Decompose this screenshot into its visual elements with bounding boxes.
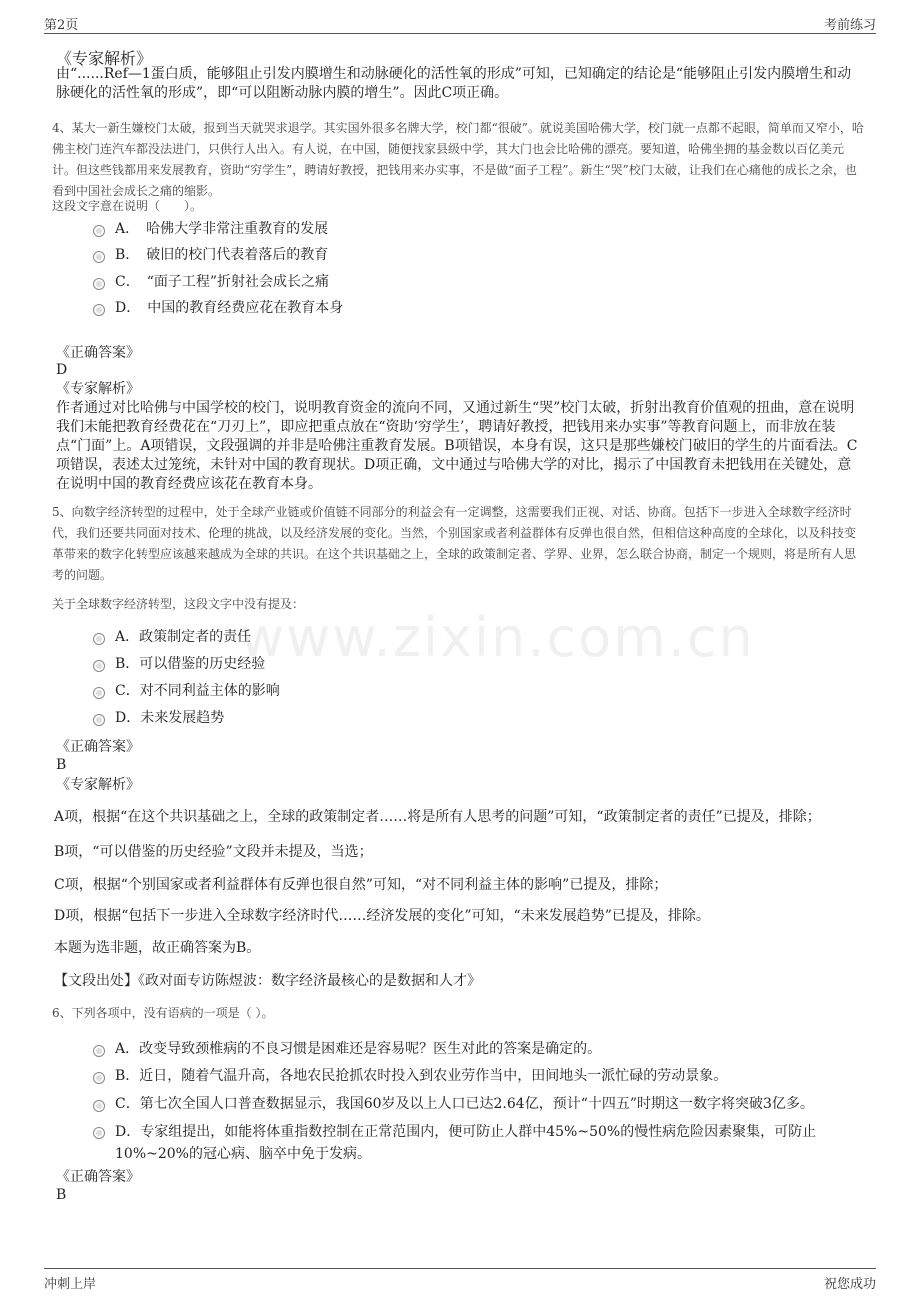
- q4-option-d[interactable]: D． 中国的教育经费应花在教育本身: [93, 298, 343, 318]
- q5-analysis-d: D项，根据“包括下一步进入全球数字经济时代……经济发展的变化”可知，“未来发展趋势”已提及，排除。: [54, 908, 710, 924]
- radio-icon[interactable]: [93, 714, 105, 726]
- q3-analysis: 由“......Ref—1蛋白质，能够阻止引发内膜增生和动脉硬化的活性氧的形成”可知，已知确定的结论是“能够阻止引发内膜增生和动脉硬化的活性氧的形成”，即“可以阻断动脉内膜的增生”。因此C项正确。: [56, 66, 852, 101]
- q5-analysis-b: B项，“可以借鉴的历史经验”文段并未提及，当选；: [54, 844, 373, 860]
- radio-icon[interactable]: [93, 660, 105, 672]
- q6-stem: 6、下列各项中，没有语病的一项是（ ）。: [52, 1006, 274, 1020]
- q4-answer: D: [56, 362, 68, 378]
- q5-option-a[interactable]: A．政策制定者的责任: [93, 627, 251, 647]
- q4-option-a[interactable]: A． 哈佛大学非常注重教育的发展: [93, 219, 328, 239]
- q3-analysis-block: [56, 65, 864, 103]
- q4-stem-block: [52, 118, 866, 202]
- q4-analysis: 作者通过对比哈佛与中国学校的校门，说明教育资金的流向不同，又通过新生“哭”校门太破，折射出教育价值观的扭曲，意在说明我们未能把教育经费花在“刀刃上”，即应把重点放在“资助‘穷学生’，聘请好教授，把钱用来办实事”等教育问题上，而非放在装点“门面”上。A项错误，文段强调的并非是哈佛注重教育发展。B项错误，本身有误，这只是那些嫌校门破旧的学生的片面看法。C项错误，表述太过笼统，未针对中国的教育现状。D项正确，文中通过与哈佛大学的对比，揭示了中国教育未把钱用在关键处，意在说明中国的教育经费应该花在教育本身。: [56, 400, 858, 492]
- q5-answer: B: [56, 757, 67, 773]
- q5-source: 【文段出处】《政对面专访陈煜波：数字经济最核心的是数据和人才》: [54, 973, 481, 989]
- footer-left: 冲刺上岸: [44, 1277, 97, 1292]
- q4-option-c[interactable]: C． “面子工程”折射社会成长之痛: [93, 272, 329, 292]
- q6-option-d[interactable]: D．专家组提出，如能将体重指数控制在正常范围内，便可防止人群中45%~50%的慢性病危险因素聚集，可防止10%~20%的冠心病、脑卒中免于发病。: [93, 1121, 859, 1165]
- radio-icon[interactable]: [93, 1045, 105, 1057]
- q5-prompt: 关于全球数字经济转型，这段文字中没有提及：: [52, 597, 305, 611]
- radio-icon[interactable]: [93, 304, 105, 316]
- q3-analysis-label: 《专家解析》: [56, 49, 153, 68]
- footer-right: 祝您成功: [823, 1277, 876, 1292]
- q5-answer-label: 《正确答案》: [56, 739, 140, 755]
- q5-conclusion: 本题为选非题，故正确答案为B。: [54, 940, 261, 956]
- page-number: 第2页: [44, 18, 79, 33]
- q6-option-a[interactable]: A．改变导致颈椎病的不良习惯是困难还是容易呢？医生对此的答案是确定的。: [93, 1039, 601, 1059]
- header-title: 考前练习: [823, 18, 876, 33]
- q6-option-b[interactable]: B．近日，随着气温升高，各地农民抢抓农时投入到农业劳作当中，田间地头一派忙碌的劳动景象。: [93, 1066, 727, 1086]
- q4-option-b[interactable]: B． 破旧的校门代表着落后的教育: [93, 245, 328, 265]
- q4-analysis-block: [56, 399, 864, 494]
- radio-icon[interactable]: [93, 633, 105, 645]
- q5-option-b[interactable]: B．可以借鉴的历史经验: [93, 654, 265, 674]
- q5-stem-block: [52, 502, 866, 586]
- q5-option-c[interactable]: C．对不同利益主体的影响: [93, 681, 280, 701]
- footer-divider: [44, 1268, 876, 1269]
- q6-answer-label: 《正确答案》: [56, 1169, 140, 1185]
- radio-icon[interactable]: [93, 251, 105, 263]
- q4-stem: 4、某大一新生嫌校门太破，报到当天就哭求退学。其实国外很多名牌大学，校门都“很破”。就说美国哈佛大学，校门就一点都不起眼，简单而又窄小，哈佛主校门连汽车都没法进门，只供行人出入。有人说，在中国，随便找家县级中学，其大门也会比哈佛的漂亮。要知道，哈佛坐拥的基金数以百亿美元计。但这些钱都用来发展教育，资助“穷学生”，聘请好教授，把钱用来办实事，不是做“面子工程”。新生“哭”校门太破，让我们在心痛他的成长之余，也看到中国社会成长之痛的缩影。: [52, 121, 864, 198]
- q6-answer: B: [56, 1187, 67, 1203]
- q5-analysis-c: C项，根据“个别国家或者利益群体有反弹也很自然”可知，“对不同利益主体的影响”已提及，排除；: [54, 877, 668, 893]
- radio-icon[interactable]: [93, 1100, 105, 1112]
- radio-icon[interactable]: [93, 687, 105, 699]
- watermark: www.zixin.com.cn: [240, 606, 755, 669]
- radio-icon[interactable]: [93, 1072, 105, 1084]
- q5-analysis-label: 《专家解析》: [56, 777, 140, 793]
- q4-answer-label: 《正确答案》: [56, 345, 140, 361]
- q6-option-c[interactable]: C．第七次全国人口普查数据显示，我国60岁及以上人口已达2.64亿，预计“十四五”时期这一数字将突破3亿多。: [93, 1094, 814, 1114]
- q4-prompt: 这段文字意在说明（ ）。: [52, 199, 203, 213]
- radio-icon[interactable]: [93, 225, 105, 237]
- q5-option-d[interactable]: D．未来发展趋势: [93, 708, 224, 728]
- radio-icon[interactable]: [93, 278, 105, 290]
- q5-analysis-a: A项，根据“在这个共识基础之上，全球的政策制定者……将是所有人思考的问题”可知，“政策制定者的责任”已提及，排除；: [54, 809, 821, 825]
- q5-stem: 5、向数字经济转型的过程中，处于全球产业链或价值链不同部分的利益会有一定调整，这需要我们正视、对话、协商。包括下一步进入全球数字经济时代，我们还要共同面对技术、伦理的挑战，以及经济发展的变化。当然，个别国家或者利益群体有反弹也很自然，但相信这种高度的全球化，以及科技变革带来的数字化转型应该越来越成为全球的共识。在这个共识基础之上，全球的政策制定者、学界、业界，怎么联合协商，制定一个规则，将是所有人思考的问题。: [52, 505, 857, 582]
- q4-analysis-label: 《专家解析》: [56, 381, 140, 397]
- header-divider: [44, 33, 876, 34]
- radio-icon[interactable]: [93, 1127, 105, 1139]
